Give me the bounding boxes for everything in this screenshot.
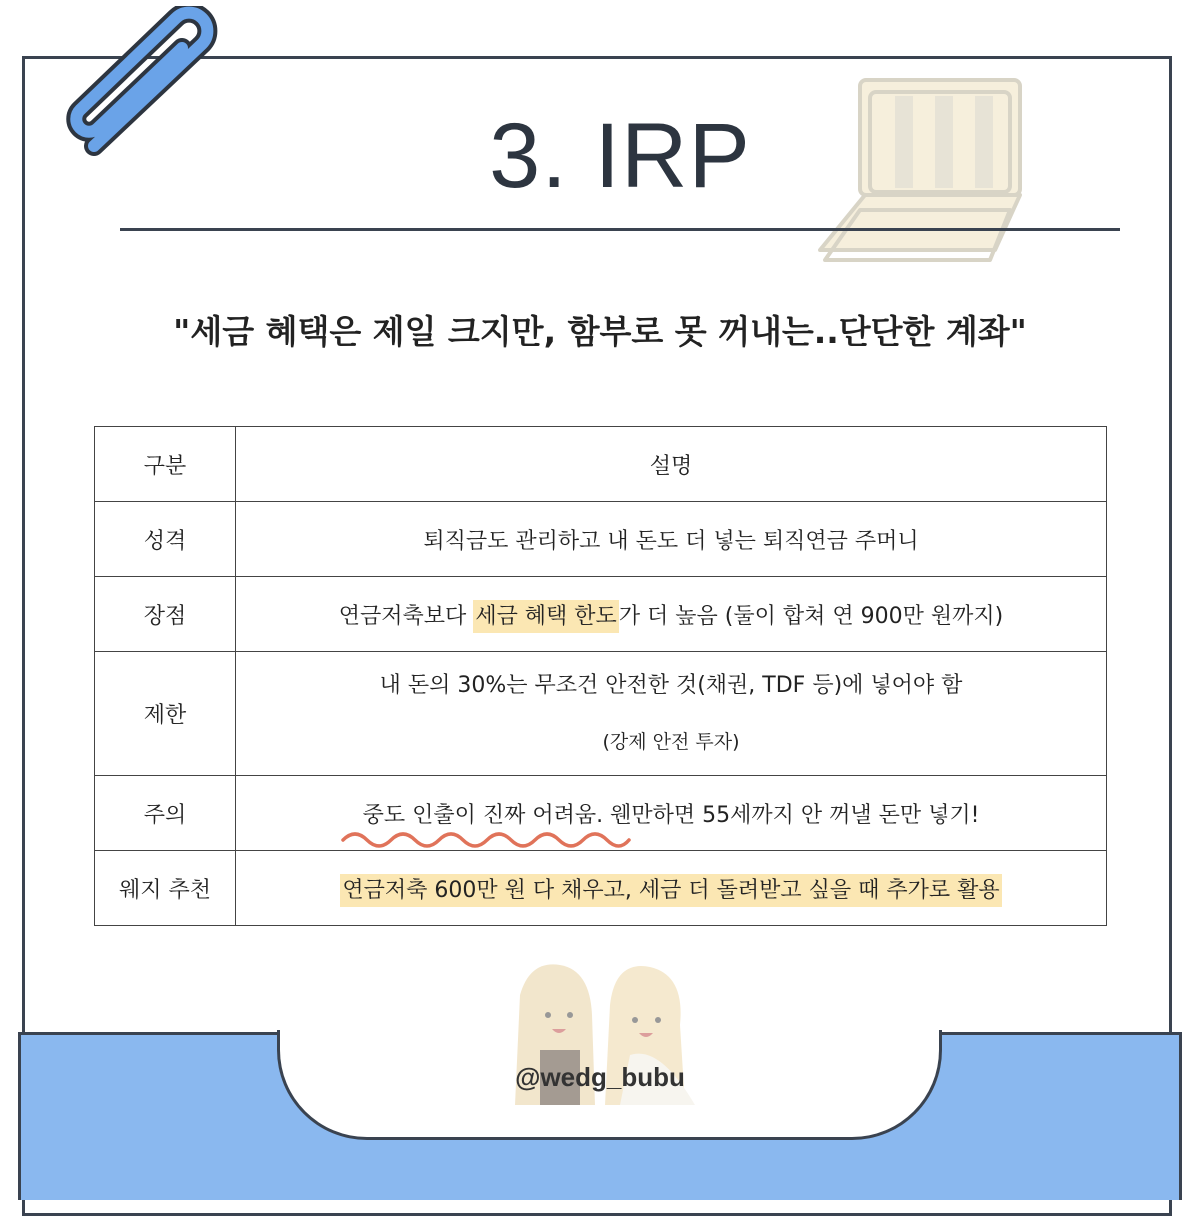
desc-line: 내 돈의 30%는 무조건 안전한 것(채권, TDF 등)에 넣어야 함	[379, 672, 963, 698]
header-cell-description: 설명	[236, 427, 1107, 502]
row-description	[236, 652, 1107, 776]
wavy-underlined-text	[363, 798, 597, 829]
highlighted-text: 세금 혜택 한도	[473, 600, 619, 633]
desc-text: 연금저축보다	[338, 603, 474, 629]
highlighted-text: 연금저축 600만 원 다 채우고, 세금 더 돌려받고 싶을 때 추가로 활용	[340, 874, 1001, 907]
desc-text: 가 더 높음 (둘이 합쳐 연 900만 원까지)	[618, 603, 1004, 629]
row-label: 주의	[95, 776, 236, 851]
table-header-row	[95, 427, 1107, 502]
row-description	[236, 851, 1107, 926]
desc-text: 중도 인출이 진짜 어려움	[362, 802, 597, 828]
table-row	[95, 652, 1107, 776]
title-divider	[120, 228, 1120, 231]
subtitle-quote: "세금 혜택은 제일 크지만, 함부로 못 꺼내는..단단한 계좌"	[173, 312, 1027, 351]
row-description	[236, 776, 1107, 851]
page-title: 3. IRP	[489, 105, 751, 207]
desc-text: . 웬만하면 55세까지 안 꺼낼 돈만 넣기!	[596, 802, 980, 828]
row-label: 장점	[95, 577, 236, 652]
row-description: 퇴직금도 관리하고 내 돈도 더 넣는 퇴직연금 주머니	[236, 502, 1107, 577]
table-row	[95, 776, 1107, 851]
header-cell-category: 구분	[95, 427, 236, 502]
table-row	[95, 851, 1107, 926]
account-handle: @wedg_bubu	[515, 1062, 685, 1092]
wavy-underline-icon	[341, 828, 631, 852]
row-label: 제한	[95, 652, 236, 776]
row-label: 성격	[95, 502, 236, 577]
row-description	[236, 577, 1107, 652]
table-row	[95, 502, 1107, 577]
desc-line: (강제 안전 투자)	[602, 730, 740, 753]
table-row	[95, 577, 1107, 652]
irp-info-table	[94, 426, 1107, 926]
row-label: 웨지 추천	[95, 851, 236, 926]
